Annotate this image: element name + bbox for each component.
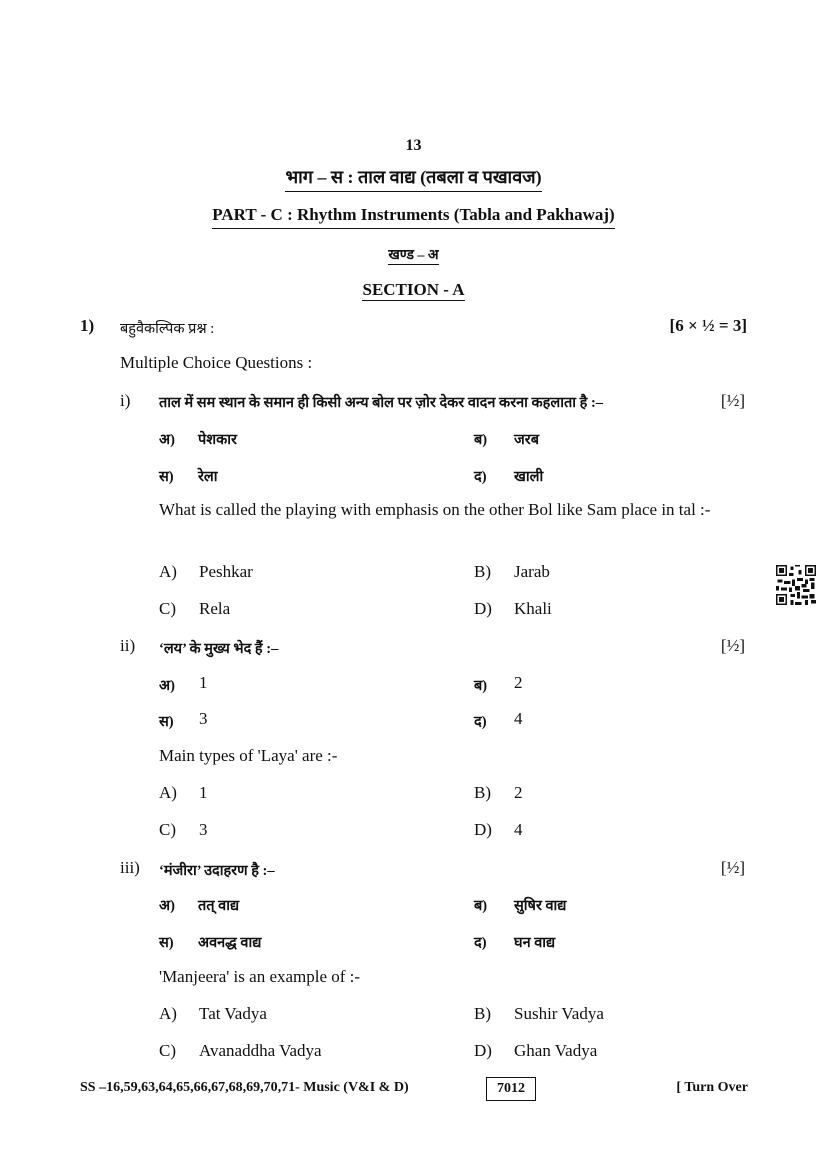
option-text: 3 [199, 820, 208, 839]
option-label: द) [474, 714, 487, 730]
option-text: 4 [514, 709, 523, 728]
option-text: तत् वाद्य [198, 898, 240, 914]
option-text: Tat Vadya [199, 1004, 267, 1023]
part-title-english: PART - C : Rhythm Instruments (Tabla and Pakhawaj) [0, 205, 827, 225]
option-label: B) [474, 1004, 491, 1023]
subquestion-text-hindi: ‘मंजीरा’ उदाहरण है :– [159, 863, 275, 879]
question-heading-english: Multiple Choice Questions : [120, 353, 313, 372]
option-text: Rela [199, 599, 231, 618]
subquestion-number: i) [120, 391, 131, 410]
section-title-hindi: खण्ड – अ [388, 248, 439, 263]
question-number: 1) [80, 316, 95, 335]
option-text: Avanaddha Vadya [199, 1041, 322, 1060]
option-text: सुषिर वाद्य [514, 898, 567, 914]
option-text: Ghan Vadya [514, 1041, 598, 1060]
option-label: A) [159, 1004, 177, 1023]
option-text: पेशकार [198, 432, 237, 448]
part-title-hindi: भाग – स : ताल वाद्य (तबला व पखावज) [0, 165, 827, 189]
question-marks: [6 × ½ = 3] [669, 316, 747, 335]
subquestion-text-hindi: ताल में सम स्थान के समान ही किसी अन्य बोल पर ज़ोर देकर वादन करना कहलाता है :– [159, 395, 604, 411]
option-label: द) [474, 469, 487, 485]
option-label: C) [159, 1041, 176, 1060]
option-label: अ) [159, 678, 175, 694]
subquestion-marks: [½] [720, 391, 745, 410]
option-text: Khali [514, 599, 552, 618]
option-label: स) [159, 714, 174, 730]
option-label: C) [159, 599, 176, 618]
option-label: स) [159, 469, 174, 485]
option-text: 1 [199, 783, 208, 802]
option-label: C) [159, 820, 176, 839]
option-text: 2 [514, 673, 523, 692]
option-label: D) [474, 820, 492, 839]
option-text: Sushir Vadya [514, 1004, 604, 1023]
option-text: Peshkar [199, 562, 253, 581]
option-text: 2 [514, 783, 523, 802]
option-text: 3 [199, 709, 208, 728]
option-text: खाली [514, 469, 544, 485]
subquestion-number: ii) [120, 636, 136, 655]
option-text: 1 [199, 673, 208, 692]
option-text: जरब [514, 432, 539, 448]
subquestion-marks: [½] [720, 858, 745, 877]
option-text: घन वाद्य [514, 935, 556, 951]
option-label: D) [474, 599, 492, 618]
option-label: B) [474, 783, 491, 802]
option-label: B) [474, 562, 491, 581]
option-label: ब) [474, 898, 488, 914]
option-label: ब) [474, 432, 488, 448]
option-label: ब) [474, 678, 488, 694]
subquestion-number: iii) [120, 858, 140, 877]
turn-over-label: [ Turn Over [676, 1080, 748, 1095]
section-title-english: SECTION - A [362, 280, 465, 299]
option-label: स) [159, 935, 174, 951]
option-label: अ) [159, 432, 175, 448]
qr-code-icon [776, 565, 816, 605]
footer-box-code: 7012 [486, 1077, 536, 1101]
subquestion-marks: [½] [720, 636, 745, 655]
option-label: A) [159, 562, 177, 581]
option-label: द) [474, 935, 487, 951]
question-heading-hindi: बहुवैकल्पिक प्रश्न : [120, 321, 215, 337]
footer-paper-code: SS –16,59,63,64,65,66,67,68,69,70,71- Music (V&I & D) [80, 1080, 409, 1095]
option-label: अ) [159, 898, 175, 914]
subquestion-text-english: 'Manjeera' is an example of :- [159, 967, 361, 986]
option-label: D) [474, 1041, 492, 1060]
subquestion-text-english: What is called the playing with emphasis on the other Bol like Sam place in tal :- [159, 500, 711, 519]
page-number: 13 [405, 137, 422, 154]
subquestion-text-english: Main types of 'Laya' are :- [159, 746, 338, 765]
subquestion-text-hindi: ‘लय’ के मुख्य भेद हैं :– [159, 641, 279, 657]
option-text: अवनद्ध वाद्य [198, 935, 262, 951]
option-text: 4 [514, 820, 523, 839]
option-text: रेला [198, 469, 218, 485]
option-label: A) [159, 783, 177, 802]
option-text: Jarab [514, 562, 550, 581]
